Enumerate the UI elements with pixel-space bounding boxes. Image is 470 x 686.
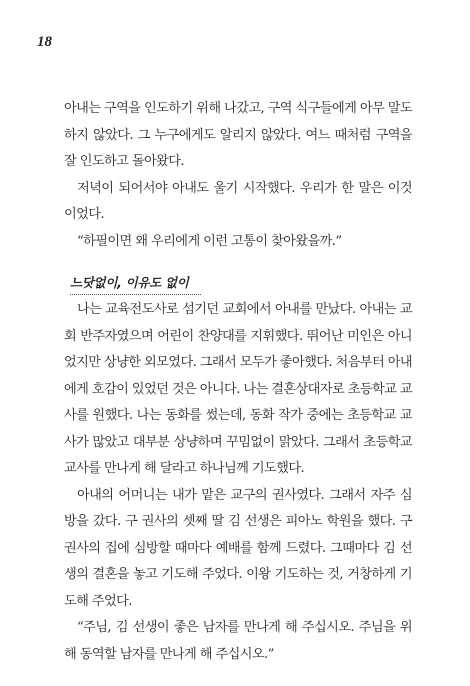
paragraph-2: 저녁이 되어서야 아내도 울기 시작했다. 우리가 한 말은 이것이었다. <box>64 180 412 222</box>
paragraph-3: “하필이면 왜 우리에게 이런 고통이 찾아왔을까.” <box>77 233 342 249</box>
paragraph-6: “주님, 김 선생이 좋은 남자를 만나게 해 주십시오. 주님을 위해 동역할 남자를 만나게 해 주십시오.” <box>64 620 412 662</box>
subheading-text: 느닷없이, 이유도 없이 <box>70 273 201 295</box>
body-text <box>64 96 412 668</box>
paragraph-1: 아내는 구역을 인도하기 위해 나갔고, 구역 식구들에게 아무 말도 하지 않았다. 그 누구에게도 알리지 않았다. 여느 때처럼 구역을 잘 인도하고 돌아왔다. <box>64 101 412 169</box>
paragraph-5: 아내의 어머니는 내가 맡은 교구의 권사였다. 그래서 자주 심방을 갔다. 구 권사의 셋째 딸 김 선생은 피아노 학원을 했다. 구 권사의 집에 심방할 때마다 예배를 함께 드렸다. 그때마다 김 선생의 결혼을 놓고 기도해 주었다. 이왕 기도하는 것, 거창하게 기도해 주었다. <box>64 487 412 609</box>
section-subheading <box>64 273 412 295</box>
paragraph-4: 나는 교육전도사로 섬기던 교회에서 아내를 만났다. 아내는 교회 반주자였으며 어린이 찬양대를 지휘했다. 뛰어난 미인은 아니었지만 상냥한 외모였다. 그래서 모두가 좋아했다. 처음부터 아내에게 호감이 있었던 것은 아니다. 나는 결혼상대자로 초등학교 교사를 원했다. 나는 동화를 썼는데, 동화 작가 중에는 초등학교 교사가 많았고 대부분 상냥하며 꾸밈없이 맑았다. 그래서 초등학교 교사를 만나게 해 달라고 하나님께 기도했다. <box>64 302 412 476</box>
page-number: 18 <box>37 34 52 50</box>
